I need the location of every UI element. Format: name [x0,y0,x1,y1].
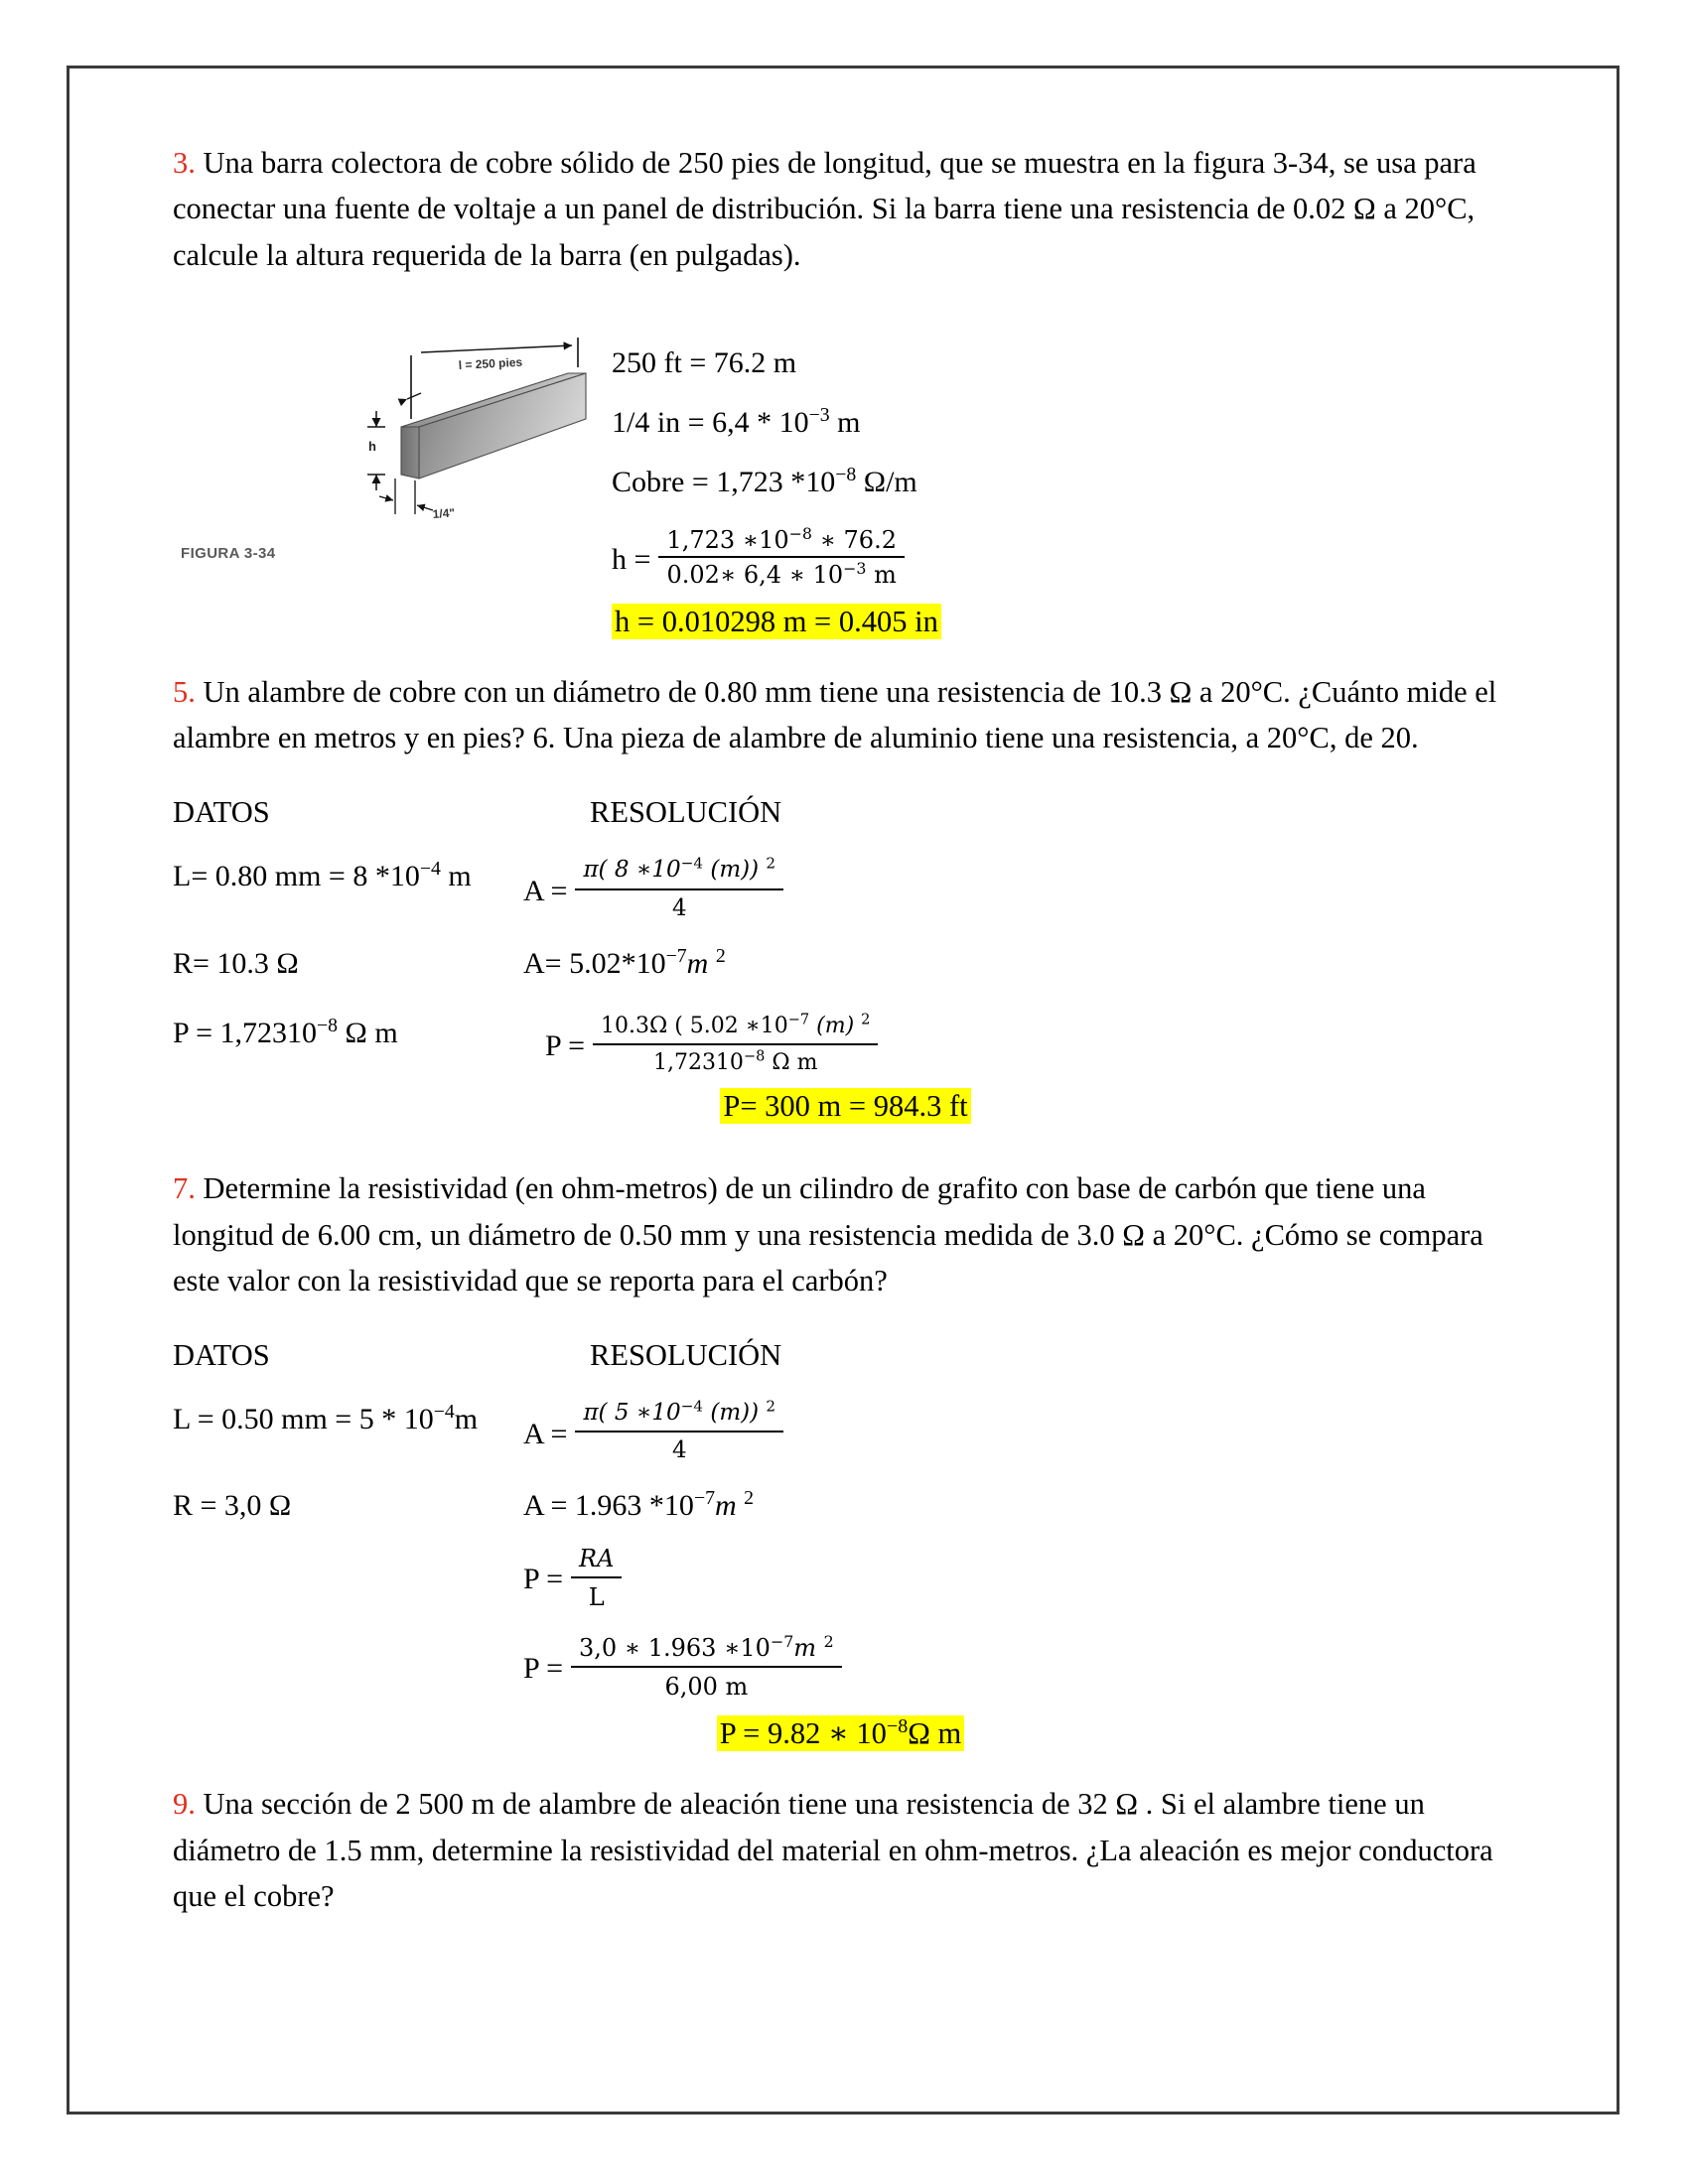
area-fraction-5: $\frac{\pi( 8 ∗10^{-4} (m)) ^2}{4}$ [575,855,783,923]
p-eq-label-5: P = [545,1029,585,1063]
problem-9-number: 9. [173,1787,196,1822]
area-fraction-7: $\frac{\pi( 5 ∗10^{-4} (m)) ^2}{4}$ [575,1398,783,1466]
figure-caption: FIGURA 3-34 [181,545,276,563]
resolucion-7-area-value: A = 1.963 $*10^{-7}m$ $^2$ [523,1487,755,1523]
problem-7-text: Determine la resistividad (en ohm-metros) de un cilindro de grafito con base de carbón que tiene una longitud de 6.00 cm, un diámetro de 0.50 mm y una resistencia medida de 3.0 Ω a 20°C. ¿Cómo se compara este valor con la resistividad que se reporta para el carbón? [173,1171,1483,1298]
p-simple-fraction-7: $\frac{RA}{L}$ [571,1543,622,1614]
datos-7-spacer [173,1545,515,1585]
result-p-highlight-5: P= 300 m = 984.3 ft [720,1088,970,1124]
resolucion-5-area-eq [515,854,1498,925]
document-content [173,140,1498,1919]
solution-7-row-4 [173,1631,1498,1706]
result-p-highlight-7: P = 9.82 ∗ $10^{-8}\Omega$ m [717,1715,965,1751]
problem-3-number: 3. [173,146,196,180]
inch-conversion-b: m [829,406,861,440]
resolucion-5-area-value: $A= 5.02*10^{-7}m$ $^2$ [523,944,726,980]
solution-5-result-row [173,1089,1498,1124]
solution-3-block [590,320,941,639]
solution-5-headers [173,791,1498,834]
length-conversion-text: 250 ft = 76.2 m [612,346,797,380]
problem-7-number: 7. [173,1171,196,1206]
figure-height-label: h [368,439,376,455]
datos-7-spacer-2 [173,1634,515,1675]
problem-9-text: Una sección de 2 500 m de alambre de aleación tiene una resistencia de 32 Ω . Si el alambre tiene un diámetro de 1.5 mm, determine la resistividad del material en ohm-metros. ¿La aleación es mejor conductora que el cobre? [173,1787,1493,1914]
datos-header-7: DATOS [173,1337,270,1372]
resolucion-7-area-eq [515,1397,1498,1468]
datos-5-L: L= 0.80 mm = 8 $*10^{-4}$ m [173,858,472,893]
area-eq-label-5: A = [523,874,568,907]
problem-3-paragraph [173,140,1498,278]
problem-5-number: 5. [173,675,196,710]
datos-5-P: $P = 1,72310^{-8}$ Ω m [173,1015,398,1050]
datos-7-L: L = 0.50 mm = $5 * 10^{-4}m$ [173,1401,479,1436]
resolucion-5-p-eq [515,1014,1498,1079]
p-simple-label-7: P = [523,1563,563,1596]
resolucion-7-p-simple-eq [515,1545,1498,1616]
datos-5-R: R= 10.3 Ω [173,946,299,980]
solution-5-row-3 [173,1014,1498,1079]
inch-conversion-a: 1/4 in = 6,4 * 10 [612,406,809,440]
datos-header-5: DATOS [173,794,270,829]
p-fraction-7: $\frac{3,0 ∗ 1.963 ∗10^{-7}m ^2}{6,00 m}$ [571,1632,842,1704]
p-fraction-5: $\frac{10.3\Omega ( 5.02 ∗10^{-7} (m) ^2}{1,72310^{-8} \Omega m}$ [593,1012,878,1077]
figure-length-label: l = 250 pies [458,354,523,373]
p-eq-label-7: P = [523,1652,563,1686]
figure-3-34 [173,320,590,568]
solution-7-row-2 [173,1486,1498,1527]
problem-3-text: Una barra colectora de cobre sólido de 250 pies de longitud, que se muestra en la figura 3-34, se usa para conectar una fuente de voltaje a un panel de distribución. Si la barra tiene una resistencia de 0.02 Ω a 20°C, calcule la altura requerida de la barra (en pulgadas). [173,146,1477,272]
solution-3-line-inch [612,393,941,453]
figure-thickness-label: 1/4" [432,505,456,522]
copper-resistivity-b: Ω/m [856,466,917,499]
solution-5-row-1 [173,854,1498,925]
h-fraction-denominator: 0.02∗ 6,4 ∗ $10^{-3}$ m [666,559,897,590]
solution-7-row-1 [173,1397,1498,1468]
copper-resistivity-exp: −8 [835,464,857,486]
copper-resistivity-a: Cobre = 1,723 *10 [612,466,836,499]
solution-3-line-length [612,334,941,393]
solution-7-headers [173,1334,1498,1377]
problem-9-paragraph [173,1781,1498,1919]
h-equation-label: h = [612,542,651,576]
copper-busbar-diagram [173,320,590,568]
solution-7-row-3 [173,1545,1498,1616]
problem-5-text: Un alambre de cobre con un diámetro de 0.80 mm tiene una resistencia de 10.3 Ω a 20°C. ¿Cuánto mide el alambre en metros y en pies? 6. Una pieza de alambre de aluminio tiene una resistencia, a 20°C, de 20. [173,675,1497,755]
page-sheet [67,66,1619,2115]
problem-5-paragraph [173,669,1498,761]
resolucion-7-p-eq [515,1631,1498,1706]
solution-5-row-2 [173,944,1498,985]
problem-7-paragraph [173,1165,1498,1303]
datos-7-R: R = 3,0 Ω [173,1489,292,1523]
resolucion-header-5: RESOLUCIÓN [590,794,782,829]
inch-conversion-exp: −3 [808,404,830,427]
solution-3-result-row [612,605,941,639]
result-h-highlight: h = 0.010298 m = 0.405 in [612,604,941,639]
h-fraction [658,526,905,589]
solution-3-h-equation [612,524,941,591]
area-eq-label-7: A = [523,1417,568,1450]
resolucion-header-7: RESOLUCIÓN [590,1337,782,1372]
solution-7-result-row [173,1716,1498,1751]
solution-3-line-copper [612,453,941,512]
h-fraction-numerator: 1,723 $∗10^{-8}$ ∗ 76.2 [658,526,905,558]
